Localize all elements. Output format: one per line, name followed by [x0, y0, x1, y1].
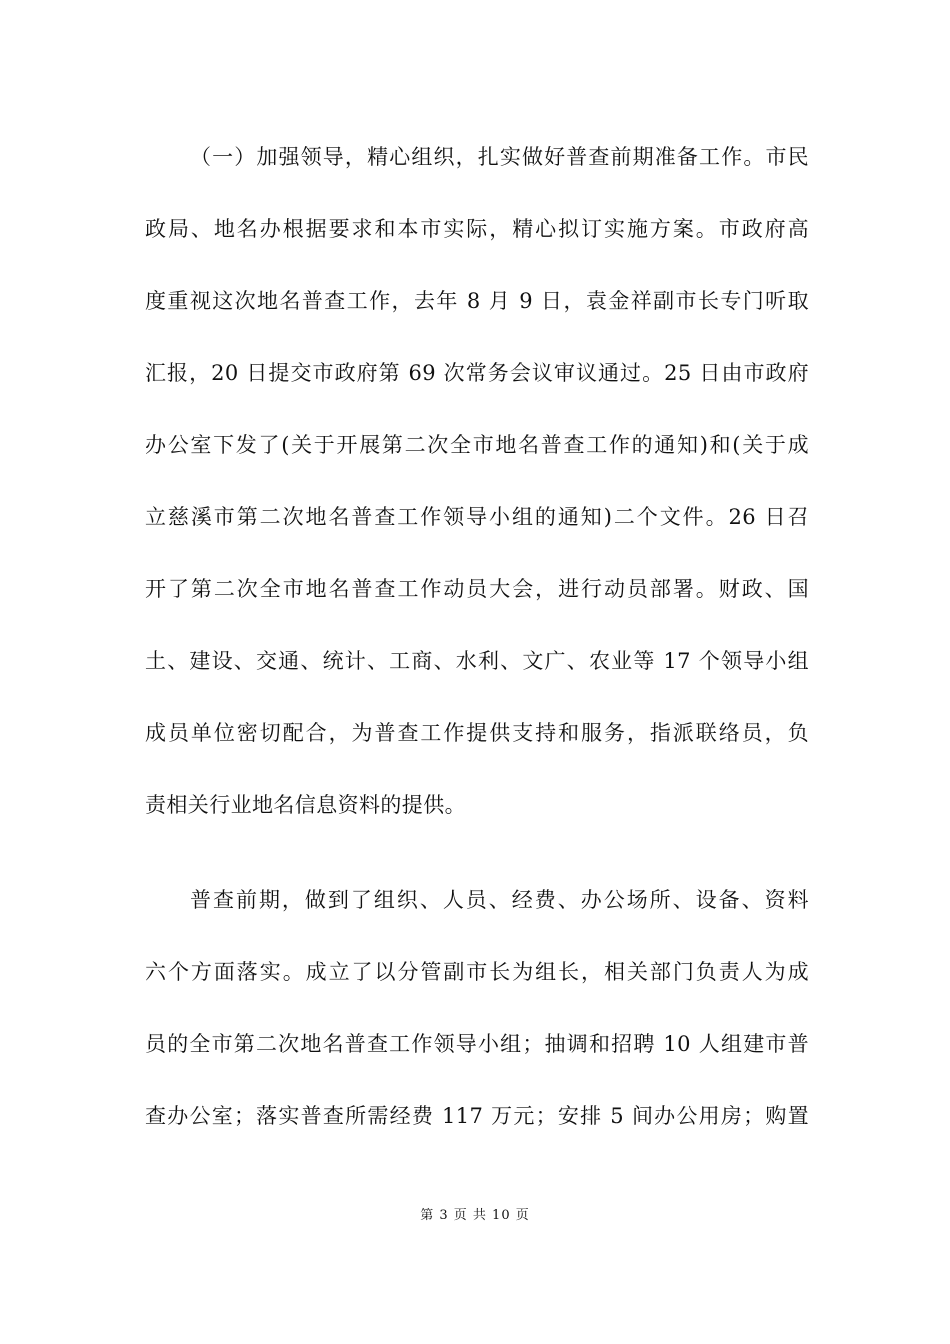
paragraph-line: （一）加强领导，精心组织，扎实做好普查前期准备工作。市民: [190, 145, 809, 169]
paragraph-line: 查办公室；落实普查所需经费 117 万元；安排 5 间办公用房；购置: [145, 1104, 809, 1128]
paragraph-line: 责相关行业地名信息资料的提供。: [145, 793, 466, 817]
paragraph-line: 土、建设、交通、统计、工商、水利、文广、农业等 17 个领导小组: [145, 649, 809, 673]
paragraph-line: 政局、地名办根据要求和本市实际，精心拟订实施方案。市政府高: [145, 217, 809, 241]
paragraph-line: 成员单位密切配合，为普查工作提供支持和服务，指派联络员，负: [145, 721, 809, 745]
paragraph-line: 立慈溪市第二次地名普查工作领导小组的通知)二个文件。26 日召: [145, 505, 809, 529]
paragraph-line: 汇报，20 日提交市政府第 69 次常务会议审议通过。25 日由市政府: [145, 361, 809, 385]
paragraph-line: 六个方面落实。成立了以分管副市长为组长，相关部门负责人为成: [145, 960, 809, 984]
paragraph-line: 开了第二次全市地名普查工作动员大会，进行动员部署。财政、国: [145, 577, 809, 601]
paragraph-line: 员的全市第二次地名普查工作领导小组；抽调和招聘 10 人组建市普: [145, 1032, 809, 1056]
paragraph-line: 度重视这次地名普查工作，去年 8 月 9 日，袁金祥副市长专门听取: [145, 289, 809, 313]
paragraph-line: 普查前期，做到了组织、人员、经费、办公场所、设备、资料: [190, 888, 809, 912]
page-number-footer: 第 3 页 共 10 页: [420, 1208, 530, 1223]
paragraph-line: 办公室下发了(关于开展第二次全市地名普查工作的通知)和(关于成: [145, 433, 809, 457]
